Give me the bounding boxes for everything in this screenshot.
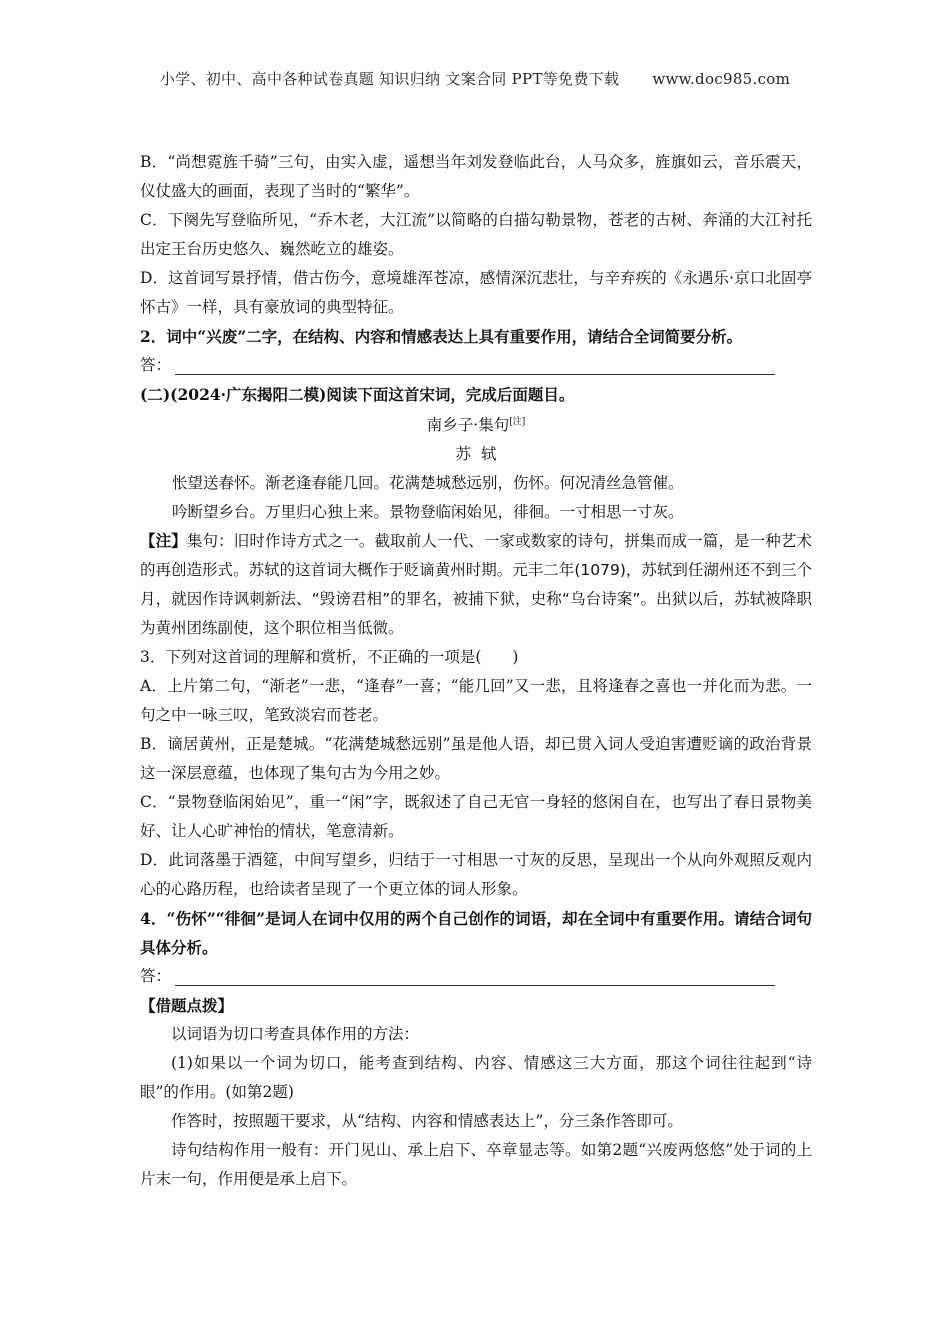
question-3: 3．下列对这首词的理解和赏析，不正确的一项是( ) — [140, 648, 519, 666]
note-label: 【注】 — [140, 532, 187, 550]
q3-option-b: B．谪居黄州，正是楚城。“花满楚城愁远别”虽是他人语，却已贯入词人受迫害遭贬谪的政治背景这一深层意蕴，也体现了集句古为今用之妙。 — [140, 735, 812, 782]
page-header — [0, 68, 950, 89]
q3-option-c: C．“景物登临闲始见”，重一“闲”字，既叙述了自己无官一身轻的悠闲自在，也写出了春日景物美好、让人心旷神怡的情状，笔意清新。 — [140, 793, 812, 840]
answer-label: 答： — [140, 356, 172, 374]
tips-line-1: 以词语为切口考查具体作用的方法： — [171, 1025, 420, 1043]
answer-blank[interactable] — [175, 963, 775, 986]
header-text: 小学、初中、高中各种试卷真题 知识归纳 文案合同 PPT等免费下载 — [159, 70, 620, 88]
header-url[interactable]: www.doc985.com — [652, 70, 791, 88]
tips-line-4: 诗句结构作用一般有：开门见山、承上启下、卒章显志等。如第2题“兴废两悠悠”处于词的上片末一句，作用便是承上启下。 — [140, 1141, 812, 1188]
option-b-prev: B．“尚想霓旌千骑”三句，由实入虚，遥想当年刘发登临此台，人马众多，旌旗如云，音乐震天，仪仗盛大的画面，表现了当时的“繁华”。 — [140, 153, 812, 200]
answer-line-q2 — [140, 351, 812, 380]
answer-label: 答： — [140, 967, 172, 985]
poem-line-2: 吟断望乡台。万里归心独上来。景物登临闲始见，徘徊。一寸相思一寸灰。 — [172, 503, 684, 521]
note-text: 集句：旧时作诗方式之一。截取前人一代、一家或数家的诗句，拼集而成一篇，是一种艺术的再创造形式。苏轼的这首词大概作于贬谪黄州时期。元丰二年(1079)，苏轼到任湖州还不到三个月，就因作诗讽刺新法、“毁谤君相”的罪名，被捕下狱，史称“乌台诗案”。出狱以后，苏轼被降职为黄州团练副使，这个职位相当低微。 — [140, 532, 812, 637]
option-c-prev: C．下阕先写登临所见，“乔木老，大江流”以简略的白描勾勒景物，苍老的古树、奔涌的大江衬托出定王台历史悠久、巍然屹立的雄姿。 — [140, 211, 812, 258]
poem-title — [140, 411, 812, 440]
tips-label: 【借题点拨】 — [140, 996, 234, 1015]
option-d-prev: D．这首词写景抒情，借古伤今，意境雄浑苍凉，感情深沉悲壮，与辛弃疾的《永遇乐·京口北固亭怀古》一样，具有豪放词的典型特征。 — [140, 269, 812, 316]
answer-blank[interactable] — [175, 352, 775, 375]
section-2-heading: (二)(2024·广东揭阳二模)阅读下面这首宋词，完成后面题目。 — [140, 385, 575, 404]
question-2: 2．词中“兴废”二字，在结构、内容和情感表达上具有重要作用，请结合全词简要分析。 — [140, 327, 743, 346]
answer-line-q4 — [140, 962, 812, 991]
document-body — [140, 148, 812, 1194]
poem-title-text: 南乡子·集句 — [426, 416, 510, 434]
poem-title-note: [注] — [509, 416, 526, 427]
tips-line-3: 作答时，按照题干要求，从“结构、内容和情感表达上”，分三条作答即可。 — [171, 1112, 683, 1130]
question-4: 4．“伤怀”“徘徊”是词人在词中仅用的两个自己创作的词语，却在全词中有重要作用。请结合词句具体分析。 — [140, 909, 812, 957]
poem-line-1: 怅望送春怀。渐老逢春能几回。花满楚城愁远别，伤怀。何况清丝急管催。 — [172, 474, 684, 492]
q3-option-a: A．上片第二句，“渐老”一悲，“逢春”一喜；“能几回”又一悲，且将逢春之喜也一并化而为悲。一句之中一咏三叹，笔致淡宕而苍老。 — [140, 677, 812, 724]
poem-author: 苏轼 — [455, 445, 507, 463]
q3-option-d: D．此词落墨于酒筵，中间写望乡，归结于一寸相思一寸灰的反思，呈现出一个从向外观照反观内心的心路历程，也给读者呈现了一个更立体的词人形象。 — [140, 851, 812, 898]
tips-line-2: (1)如果以一个词为切口，能考查到结构、内容、情感这三大方面，那这个词往往起到“诗眼”的作用。(如第2题) — [140, 1054, 812, 1101]
poem-note — [140, 527, 812, 643]
